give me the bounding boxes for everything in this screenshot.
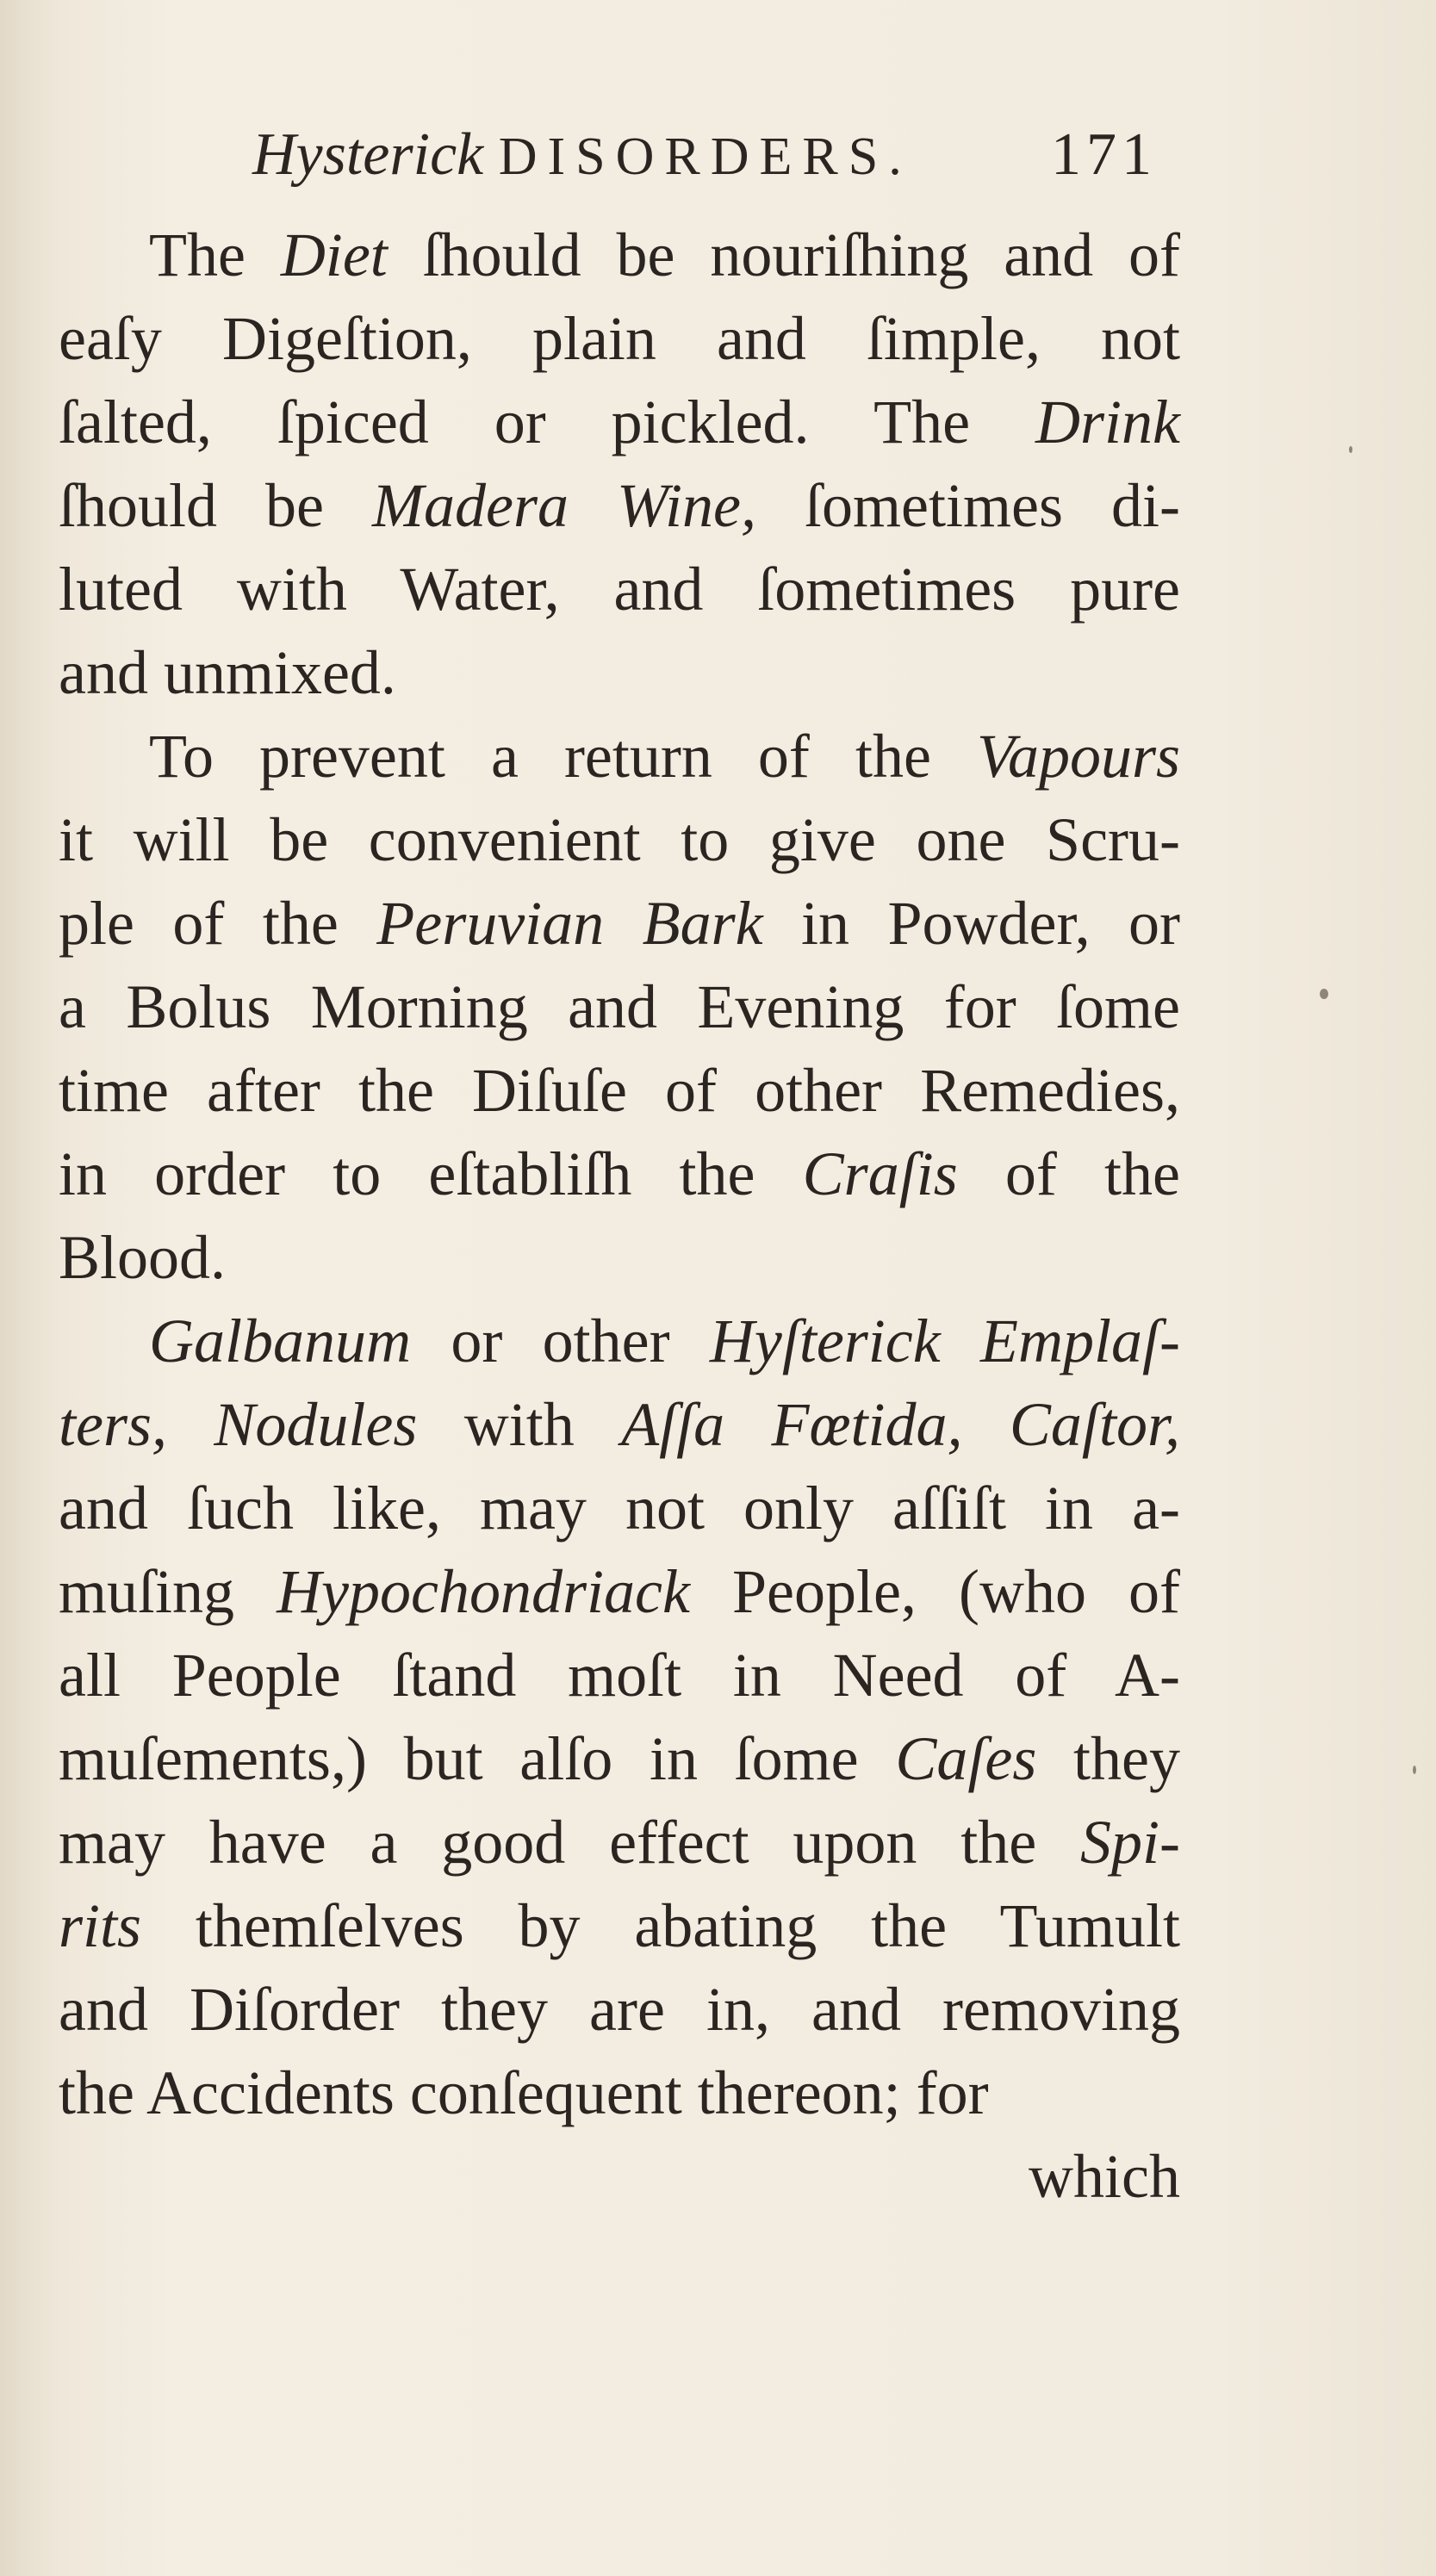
text-run: or other [411,1307,710,1375]
text-line [59,1550,1180,1634]
italic-run: ters, Nodules [59,1390,418,1459]
italic-run: Madera Wine, [372,471,756,540]
text-line [59,1300,1180,1383]
italic-run: Vapours [976,722,1180,791]
text-run: and Diſorder they are in, and removing [59,1975,1180,2044]
paper-speck [1413,1766,1416,1774]
italic-run: Caſes [895,1724,1037,1793]
text-run: muſements,) but alſo in ſome [59,1724,896,1793]
italic-run: Spi- [1080,1808,1180,1877]
italic-run: Peruvian Bark [376,889,763,958]
text-line [59,548,1180,631]
text-line [59,798,1180,882]
text-run: they [1036,1724,1180,1793]
running-title [252,121,912,189]
paragraph [59,214,1180,715]
text-run: all People ſtand moſt in Need of A- [59,1641,1180,1710]
text-run: ſhould be nouriſhing and of [387,220,1181,289]
text-run: in order to eſtabliſh the [59,1139,803,1208]
italic-run: Aſſa Fœtida, Caſtor, [621,1390,1180,1459]
catchword: which [1029,2142,1180,2211]
page-number: 171 [1051,121,1157,188]
text-run: the Accidents conſequent thereon; for [59,2058,989,2127]
text-run: with [417,1390,622,1459]
text-line [59,1801,1180,1884]
text-run: a Bolus Morning and Evening for ſome [59,972,1180,1041]
text-run: luted with Water, and ſometimes pure [59,555,1180,624]
italic-run: Diet [280,220,388,289]
text-line [59,1884,1180,1968]
text-run: in Powder, or [762,889,1180,958]
italic-run: Galbanum [149,1307,411,1375]
text-run: ſometimes di- [756,471,1181,540]
italic-run: Hypochondriack [277,1557,690,1626]
text-line [59,464,1180,548]
text-run: muſing [59,1557,277,1626]
text-run: Blood. [59,1223,227,1292]
text-line [59,965,1180,1049]
text-run: themſelves by abating the Tumult [141,1891,1180,1960]
text-line [59,1049,1180,1133]
paragraph [59,715,1180,1300]
text-line [59,1968,1180,2051]
text-run: ſhould be [59,471,373,540]
text-run: it will be convenient to give one Scru- [59,805,1180,874]
italic-run: rits [59,1891,142,1960]
text-line [59,214,1180,297]
catchword-wrap [59,2135,1180,2219]
text-run: ple of the [59,889,377,958]
text-line [59,2051,1180,2135]
text-line [59,1717,1180,1801]
paragraph [59,1300,1180,2135]
text-line [59,381,1180,464]
text-run: To prevent a return of the [149,722,977,791]
text-run: eaſy Digeſtion, plain and ſimple, not [59,304,1180,373]
text-line [59,715,1180,798]
text-run: time after the Diſuſe of other Remedies, [59,1056,1180,1125]
italic-run: Craſis [802,1139,958,1208]
text-run: and unmixed. [59,638,396,707]
paper-speck [1349,446,1352,453]
text-run: and ſuch like, may not only aſſiſt in a- [59,1474,1180,1542]
italic-run: Drink [1035,388,1180,456]
text-run: ſalted, ſpiced or pickled. The [59,388,1036,456]
paper-speck [1320,989,1328,999]
text-run: may have a good effect upon the [59,1808,1081,1877]
text-line [59,1634,1180,1717]
italic-run: Hyſterick Emplaſ- [709,1307,1180,1375]
text-line [59,882,1180,965]
text-line [59,1383,1180,1467]
running-title-caps: DISORDERS. [498,127,912,186]
text-line [59,297,1180,381]
text-line [59,1216,1180,1300]
text-line [59,1467,1180,1550]
body-text [59,214,1180,2135]
text-line [59,631,1180,715]
text-line [59,1133,1180,1216]
running-head [0,121,1436,189]
text-run: The [149,220,281,289]
text-run: People, (who of [689,1557,1180,1626]
running-title-italic: Hysterick [252,121,484,188]
text-run: of the [957,1139,1181,1208]
